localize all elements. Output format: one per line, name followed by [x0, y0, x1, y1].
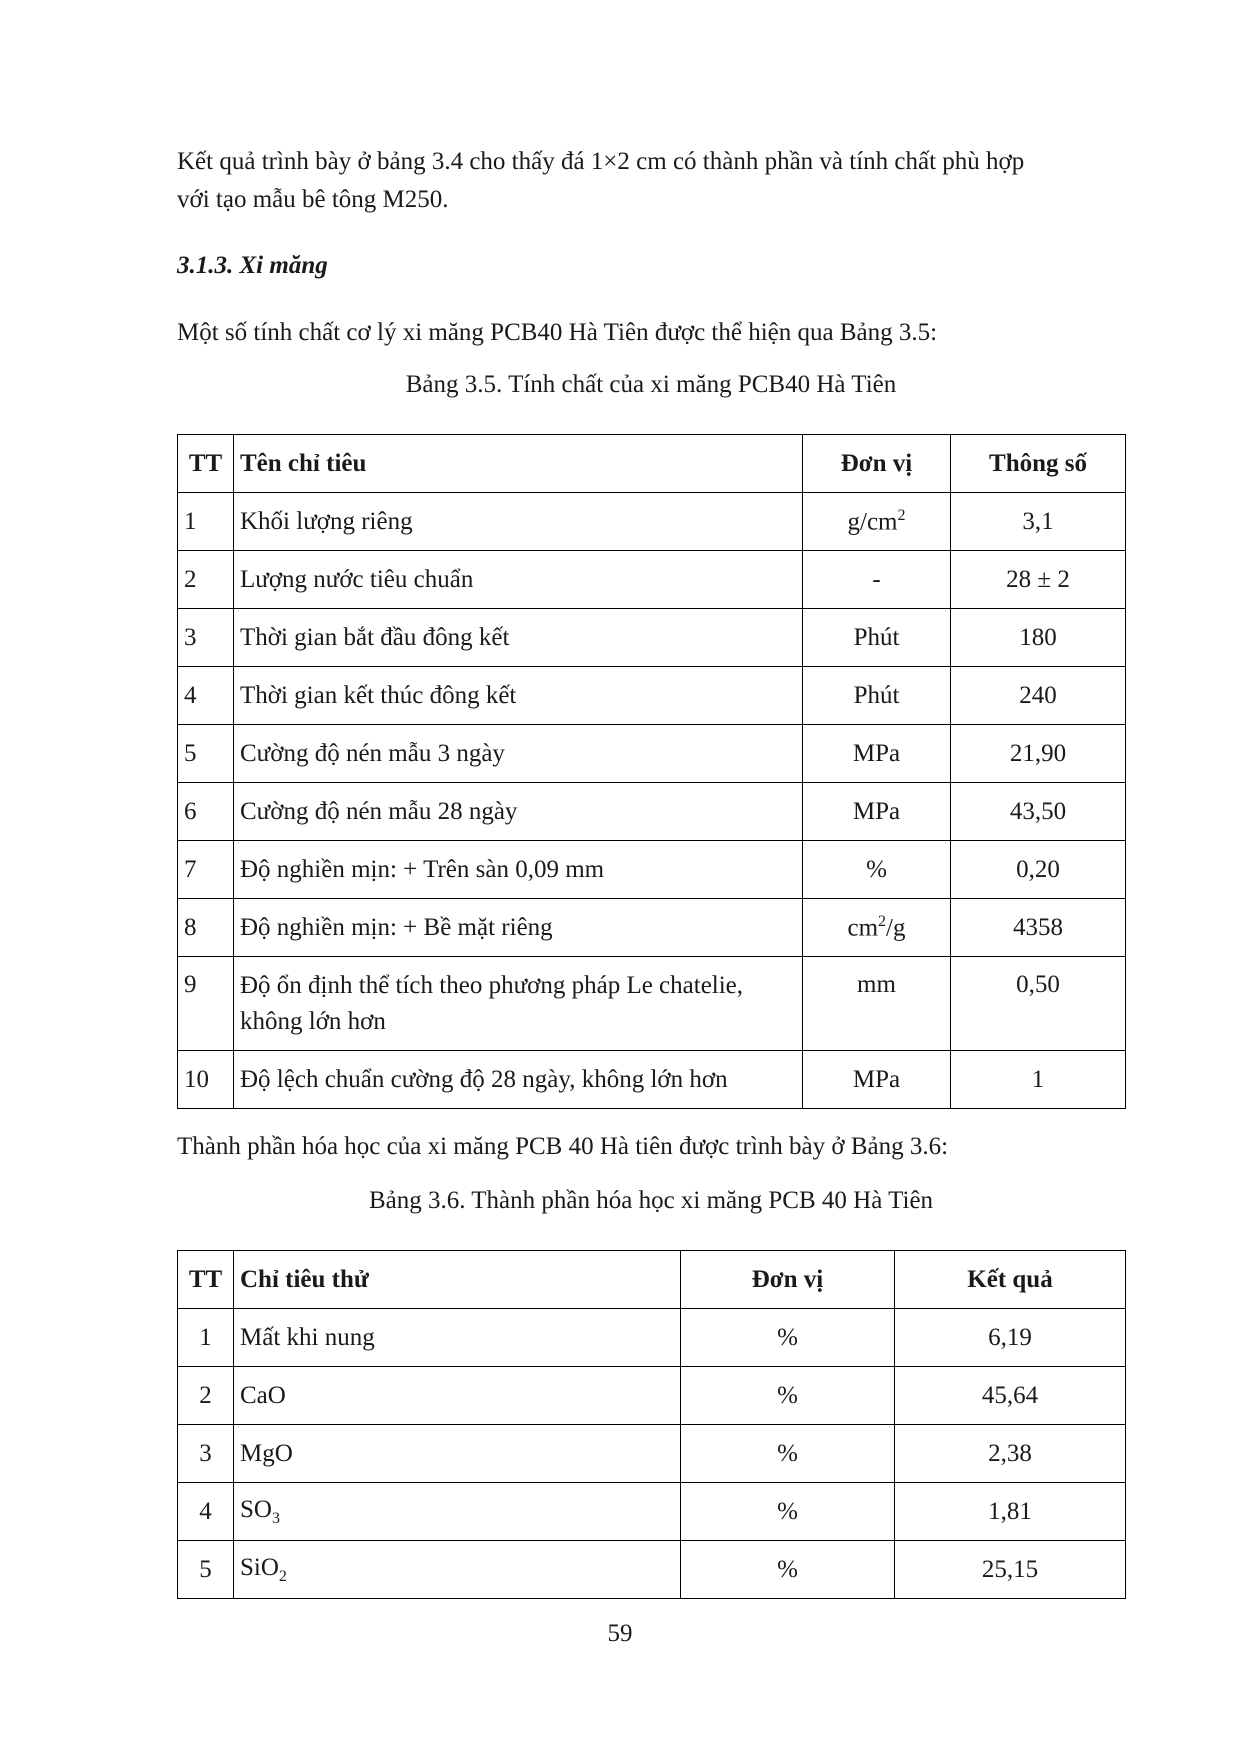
cell-value: 3,1 [951, 493, 1126, 551]
cell-tt: 3 [178, 609, 234, 667]
cell-name: Cường độ nén mẫu 28 ngày [234, 783, 803, 841]
table-row [178, 957, 1126, 1051]
cell-tt: 4 [178, 667, 234, 725]
cell-name: CaO [234, 1367, 681, 1425]
formula-subscript: 3 [271, 1509, 280, 1527]
cell-unit: % [803, 841, 951, 899]
cell-unit: MPa [803, 1051, 951, 1109]
table-caption-3-5: Bảng 3.5. Tính chất của xi măng PCB40 Hà Tiên [405, 371, 897, 398]
cell-value: 180 [951, 609, 1126, 667]
header-unit: Đơn vị [803, 435, 951, 493]
cell-name: Thời gian kết thúc đông kết [234, 667, 803, 725]
cell-name: Khối lượng riêng [234, 493, 803, 551]
cell-unit: mm [803, 957, 951, 1051]
cell-value: 0,20 [951, 841, 1126, 899]
header-name: Tên chỉ tiêu [234, 435, 803, 493]
cell-name: Cường độ nén mẫu 3 ngày [234, 725, 803, 783]
section-heading: 3.1.3. Xi măng [177, 252, 328, 279]
table-row [178, 841, 1126, 899]
chemical-composition-table [177, 1250, 1126, 1599]
cell-value: 1 [951, 1051, 1126, 1109]
table-row [178, 1483, 1126, 1541]
table-row [178, 551, 1126, 609]
cell-tt: 9 [178, 957, 234, 1051]
table-header-row [178, 435, 1126, 493]
cell-unit: % [681, 1367, 895, 1425]
table-row [178, 1051, 1126, 1109]
cell-tt: 1 [178, 493, 234, 551]
unit-base: g/cm [847, 508, 898, 536]
cell-unit [803, 899, 951, 957]
cell-value: 0,50 [951, 957, 1126, 1051]
cell-unit: Phút [803, 609, 951, 667]
unit-tail: /g [886, 914, 906, 942]
table-row [178, 1367, 1126, 1425]
header-name: Chỉ tiêu thử [234, 1251, 681, 1309]
cell-tt: 6 [178, 783, 234, 841]
table-row [178, 1309, 1126, 1367]
cell-unit: % [681, 1541, 895, 1599]
cell-value: 1,81 [895, 1483, 1126, 1541]
cell-name: Độ lệch chuẩn cường độ 28 ngày, không lớn hơn [234, 1051, 803, 1109]
cell-value: 45,64 [895, 1367, 1126, 1425]
cell-unit: MPa [803, 725, 951, 783]
cell-tt: 5 [178, 725, 234, 783]
intro-paragraph [177, 143, 1125, 219]
cell-value: 25,15 [895, 1541, 1126, 1599]
unit-base: cm [847, 914, 879, 942]
table-caption-3-6: Bảng 3.6. Thành phần hóa học xi măng PCB 40 Hà Tiên [368, 1187, 934, 1214]
cell-name: Độ nghiền mịn: + Bề mặt riêng [234, 899, 803, 957]
formula-subscript: 2 [278, 1567, 287, 1585]
unit-superscript: 2 [878, 912, 887, 930]
formula-base: SO [240, 1495, 272, 1523]
cell-tt: 2 [178, 551, 234, 609]
table-row [178, 667, 1126, 725]
cell-unit [803, 493, 951, 551]
cell-value: 6,19 [895, 1309, 1126, 1367]
table-row [178, 493, 1126, 551]
cell-tt: 1 [178, 1309, 234, 1367]
cell-unit: MPa [803, 783, 951, 841]
header-value: Thông số [951, 435, 1126, 493]
cell-value: 28 ± 2 [951, 551, 1126, 609]
intro-line-2: với tạo mẫu bê tông M250. [177, 186, 449, 213]
unit-superscript: 2 [897, 506, 906, 524]
cell-name [234, 1483, 681, 1541]
cell-name: Thời gian bắt đầu đông kết [234, 609, 803, 667]
cell-tt: 3 [178, 1425, 234, 1483]
cell-tt: 2 [178, 1367, 234, 1425]
cell-tt: 4 [178, 1483, 234, 1541]
cell-value: 43,50 [951, 783, 1126, 841]
table-row [178, 899, 1126, 957]
cell-tt: 7 [178, 841, 234, 899]
table-row [178, 783, 1126, 841]
cell-name: Lượng nước tiêu chuẩn [234, 551, 803, 609]
cell-unit: % [681, 1309, 895, 1367]
header-tt: TT [178, 1251, 234, 1309]
cell-tt: 10 [178, 1051, 234, 1109]
table-row [178, 725, 1126, 783]
formula-base: SiO [240, 1553, 279, 1581]
cell-value: 21,90 [951, 725, 1126, 783]
cell-unit: % [681, 1483, 895, 1541]
cell-value: 240 [951, 667, 1126, 725]
section2-intro: Thành phần hóa học của xi măng PCB 40 Hà tiên được trình bày ở Bảng 3.6: [177, 1133, 949, 1160]
table-row [178, 1541, 1126, 1599]
cell-name: Độ nghiền mịn: + Trên sàn 0,09 mm [234, 841, 803, 899]
page-number: 59 [607, 1620, 633, 1647]
cell-name: Độ ổn định thể tích theo phương pháp Le chatelie, không lớn hơn [234, 957, 803, 1051]
cell-unit: - [803, 551, 951, 609]
cell-name [234, 1541, 681, 1599]
cell-value: 2,38 [895, 1425, 1126, 1483]
header-tt: TT [178, 435, 234, 493]
cell-tt: 8 [178, 899, 234, 957]
table-row [178, 609, 1126, 667]
header-value: Kết quả [895, 1251, 1126, 1309]
cell-name: MgO [234, 1425, 681, 1483]
cell-unit: % [681, 1425, 895, 1483]
cell-value: 4358 [951, 899, 1126, 957]
cell-unit: Phút [803, 667, 951, 725]
table-header-row [178, 1251, 1126, 1309]
intro-line-1: Kết quả trình bày ở bảng 3.4 cho thấy đá 1×2 cm có thành phần và tính chất phù hợp [177, 148, 1025, 175]
cell-name: Mất khi nung [234, 1309, 681, 1367]
table-row [178, 1425, 1126, 1483]
properties-table [177, 434, 1126, 1109]
header-unit: Đơn vị [681, 1251, 895, 1309]
section-intro: Một số tính chất cơ lý xi măng PCB40 Hà Tiên được thể hiện qua Bảng 3.5: [177, 319, 938, 346]
cell-tt: 5 [178, 1541, 234, 1599]
